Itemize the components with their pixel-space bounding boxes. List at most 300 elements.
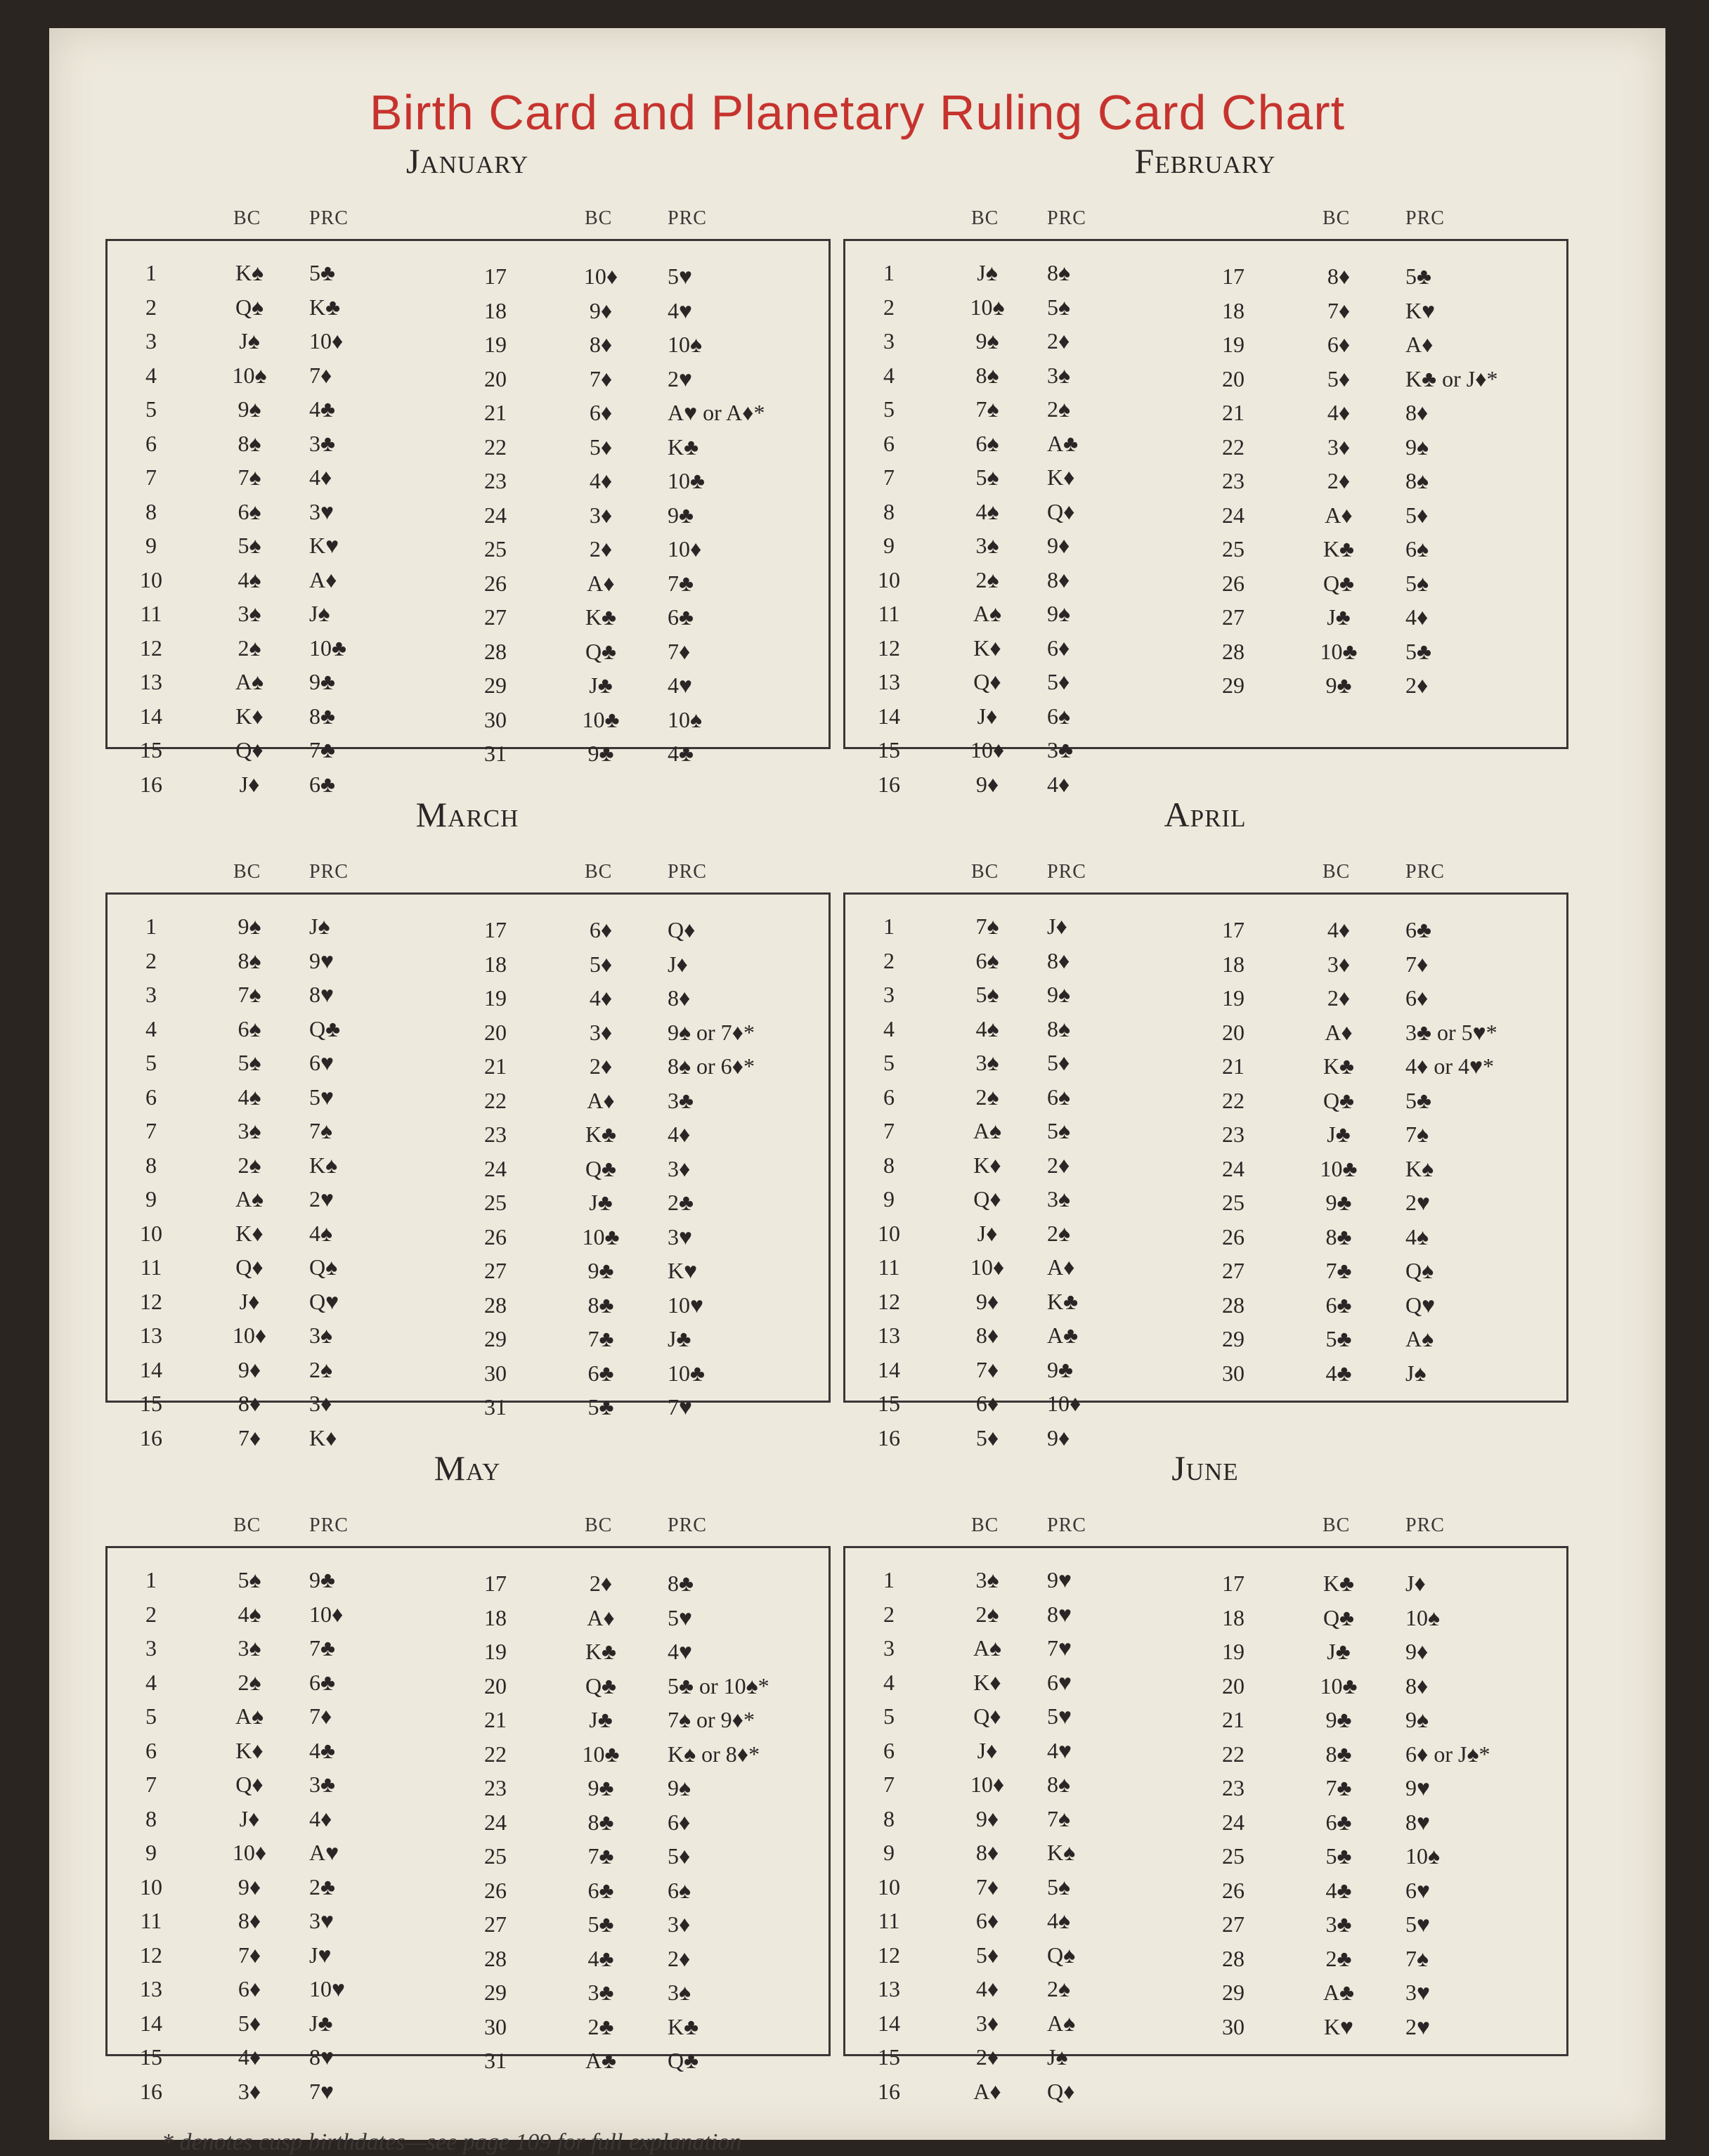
planetary-ruling-card: 8♦ — [1405, 1673, 1429, 1699]
day-number: 5 — [883, 1703, 895, 1729]
day-number: 17 — [1222, 917, 1245, 942]
day-number: 11 — [140, 1908, 162, 1933]
birth-card: 5♦ — [589, 951, 613, 977]
birth-card: A♦ — [1325, 502, 1353, 528]
month-name: June — [1171, 1448, 1239, 1488]
day-number: 23 — [1222, 1775, 1245, 1800]
day-number: 11 — [878, 601, 900, 626]
planetary-ruling-card: K♦ — [1047, 465, 1075, 490]
birth-card: A♠ — [235, 669, 264, 694]
planetary-ruling-card: 7♣ — [309, 1635, 335, 1661]
day-number: 13 — [140, 1976, 162, 2001]
birth-card: 6♦ — [238, 1976, 261, 2001]
birth-card: Q♦ — [235, 737, 264, 762]
birth-card: 10♣ — [1320, 1155, 1358, 1181]
day-number: 7 — [883, 465, 895, 490]
birth-card: 3♦ — [975, 2010, 999, 2036]
day-number: 1 — [883, 914, 895, 939]
birth-card: 10♦ — [970, 1254, 1005, 1280]
day-number: 1 — [145, 260, 157, 285]
day-number: 16 — [140, 1424, 162, 1450]
planetary-ruling-card: 10♦ — [309, 328, 344, 353]
birth-card: J♦ — [239, 1288, 260, 1314]
day-number: 12 — [140, 1942, 162, 1968]
day-number: 26 — [484, 1223, 507, 1249]
month-march — [105, 794, 829, 1450]
month-name: April — [1164, 795, 1247, 834]
day-number: 8 — [883, 1805, 895, 1831]
planetary-ruling-card: 5♠ — [1047, 1873, 1070, 1900]
planetary-ruling-card: J♣ — [309, 2010, 333, 2036]
day-number: 26 — [484, 570, 507, 596]
birth-card: 3♦ — [1327, 434, 1351, 460]
day-number: 2 — [883, 1601, 895, 1627]
birth-card: 4♦ — [589, 985, 613, 1011]
planetary-ruling-card: 10♣ — [309, 635, 346, 661]
planetary-ruling-card: 5♠ — [1047, 1118, 1070, 1143]
birth-card: 10♦ — [583, 264, 618, 289]
day-number: 5 — [145, 1703, 157, 1729]
birth-card: 10♦ — [970, 1772, 1005, 1797]
bc-header: BC — [233, 1514, 261, 1536]
planetary-ruling-card: 7♠ — [309, 1118, 332, 1143]
planetary-ruling-card: J♦ — [1405, 1571, 1426, 1596]
planetary-ruling-card: 2♥ — [309, 1186, 334, 1212]
planetary-ruling-card: 10♠ — [1405, 1843, 1440, 1869]
planetary-ruling-card: 2♠ — [309, 1356, 332, 1382]
bc-header: BC — [585, 861, 613, 883]
birth-card: 10♣ — [582, 1741, 620, 1767]
day-number: 16 — [878, 771, 900, 797]
planetary-ruling-card: Q♣ — [309, 1015, 341, 1041]
day-number: 4 — [883, 1015, 895, 1041]
day-number: 22 — [1222, 434, 1245, 460]
birth-card: Q♦ — [973, 1186, 1001, 1212]
planetary-ruling-card: 6♣ — [309, 1669, 335, 1695]
birth-card: 5♦ — [238, 2010, 261, 2036]
day-number: 22 — [1222, 1087, 1245, 1113]
day-number: 21 — [1222, 400, 1245, 425]
planetary-ruling-card: 3♦ — [309, 1391, 332, 1416]
birth-card: 9♣ — [1325, 1707, 1352, 1732]
planetary-ruling-card: 5♥ — [1405, 1911, 1430, 1937]
planetary-ruling-card: A♦ — [1405, 332, 1434, 357]
planetary-ruling-card: 9♣ — [668, 502, 694, 528]
birth-card: 4♣ — [1325, 1360, 1352, 1386]
birth-card: J♣ — [589, 1707, 613, 1732]
birth-card: 2♠ — [238, 635, 261, 661]
planetary-ruling-card: 6♠ — [1047, 703, 1070, 729]
day-number: 29 — [1222, 1980, 1245, 2005]
day-number: 2 — [883, 294, 895, 320]
birth-card: 4♦ — [1327, 917, 1351, 942]
day-number: 4 — [145, 362, 157, 388]
birth-card: 9♣ — [1325, 673, 1352, 698]
planetary-ruling-card: 7♣ — [668, 570, 694, 596]
day-number: 13 — [140, 1323, 162, 1348]
planetary-ruling-card: 4♦ — [1405, 604, 1429, 630]
planetary-ruling-card: 7♣ — [309, 737, 335, 762]
day-number: 6 — [883, 1084, 895, 1110]
day-number: 11 — [140, 1254, 162, 1280]
day-number: 8 — [145, 1152, 157, 1178]
month-table-frame — [843, 892, 1568, 1403]
planetary-ruling-card: J♠ — [309, 914, 330, 939]
birth-card: 8♦ — [1327, 264, 1351, 289]
birth-card: 8♣ — [1325, 1223, 1352, 1249]
day-number: 23 — [1222, 468, 1245, 493]
planetary-ruling-card: 4♠ — [1047, 1908, 1070, 1933]
planetary-ruling-card: 3♣ — [1047, 737, 1073, 762]
planetary-ruling-card: 6♥ — [309, 1050, 334, 1075]
day-number: 13 — [878, 1323, 900, 1348]
day-number: 24 — [484, 1155, 507, 1181]
planetary-ruling-card: 3♠ — [1047, 362, 1070, 388]
page-title: Birth Card and Planetary Ruling Card Chart — [369, 85, 1346, 140]
planetary-ruling-card: 3♥ — [309, 498, 334, 524]
planetary-ruling-card: 4♦ — [309, 1805, 332, 1831]
bc-header: BC — [1323, 1514, 1351, 1536]
planetary-ruling-card: 6♠ — [1405, 536, 1429, 561]
birth-card: Q♦ — [973, 1703, 1001, 1729]
day-number: 23 — [484, 468, 507, 493]
birth-card: 2♦ — [975, 2044, 999, 2070]
day-number: 6 — [145, 1084, 157, 1110]
day-number: 3 — [883, 1635, 895, 1661]
day-number: 10 — [140, 566, 162, 592]
day-number: 9 — [145, 533, 157, 558]
birth-card: 9♦ — [975, 1805, 999, 1831]
day-number: 1 — [145, 914, 157, 939]
birth-card: A♠ — [973, 601, 1002, 626]
day-number: 12 — [878, 1288, 900, 1314]
day-number: 24 — [1222, 502, 1245, 528]
birth-card: A♣ — [1323, 1980, 1355, 2005]
planetary-ruling-card: 9♥ — [1405, 1775, 1430, 1800]
planetary-ruling-card: Q♣ — [668, 2048, 699, 2073]
birth-card: 3♠ — [975, 533, 999, 558]
planetary-ruling-card: K♣ — [1047, 1288, 1079, 1314]
bc-header: BC — [971, 1514, 999, 1536]
day-number: 15 — [878, 1391, 900, 1416]
day-number: 2 — [145, 1601, 157, 1627]
day-number: 6 — [883, 430, 895, 456]
day-number: 23 — [484, 1775, 507, 1800]
birth-card: 8♠ — [975, 362, 999, 388]
prc-header: PRC — [1405, 861, 1445, 883]
planetary-ruling-card: 4♦ or 4♥* — [1405, 1053, 1494, 1079]
planetary-ruling-card: 8♣ — [309, 703, 335, 729]
day-number: 25 — [1222, 536, 1245, 561]
day-number: 22 — [484, 1741, 507, 1767]
planetary-ruling-card: 5♦ — [668, 1843, 691, 1869]
day-number: 22 — [1222, 1741, 1245, 1767]
planetary-ruling-card: 8♦ — [1047, 566, 1070, 592]
day-number: 29 — [484, 673, 507, 698]
planetary-ruling-card: 6♦ — [1405, 985, 1429, 1011]
day-number: 8 — [883, 1152, 895, 1178]
birth-card: J♦ — [239, 771, 260, 797]
birth-card: 6♦ — [975, 1391, 999, 1416]
planetary-ruling-card: 7♠ — [1405, 1122, 1429, 1147]
birth-card: K♦ — [235, 1737, 264, 1763]
birth-card: A♦ — [587, 1604, 615, 1630]
birth-card: 9♣ — [587, 1258, 614, 1283]
birth-card: 3♦ — [238, 2078, 261, 2104]
birth-card: 8♣ — [587, 1292, 614, 1318]
planetary-ruling-card: 4♦ — [1047, 771, 1070, 797]
planetary-ruling-card: 8♠ or 6♦* — [668, 1053, 755, 1079]
day-number: 10 — [878, 1873, 900, 1900]
bc-header: BC — [971, 861, 999, 883]
birth-card: 9♣ — [587, 1775, 614, 1800]
birth-card: 5♠ — [238, 533, 261, 558]
day-number: 6 — [883, 1737, 895, 1763]
planetary-ruling-card: 4♦ — [309, 465, 332, 490]
planetary-ruling-card: 4♠ — [309, 1220, 332, 1246]
day-number: 19 — [484, 985, 507, 1011]
birth-card: 6♦ — [1327, 332, 1351, 357]
planetary-ruling-card: 2♦ — [668, 1945, 691, 1971]
planetary-ruling-card: Q♠ — [1047, 1942, 1076, 1968]
birth-card: 9♣ — [587, 741, 614, 766]
day-number: 4 — [145, 1015, 157, 1041]
birth-card: 6♠ — [975, 947, 999, 973]
day-number: 19 — [1222, 985, 1245, 1011]
planetary-ruling-card: 10♦ — [668, 536, 702, 561]
day-number: 26 — [1222, 570, 1245, 596]
day-number: 18 — [484, 951, 507, 977]
birth-card: 10♣ — [1320, 1673, 1358, 1699]
prc-header: PRC — [668, 1514, 707, 1536]
birth-card: 2♦ — [1327, 468, 1351, 493]
day-number: 9 — [145, 1186, 157, 1212]
month-january — [105, 141, 829, 797]
birth-card: Q♦ — [235, 1254, 264, 1280]
day-number: 31 — [484, 2048, 507, 2073]
day-number: 30 — [484, 706, 507, 732]
day-number: 7 — [145, 1118, 157, 1143]
birth-card: J♦ — [977, 1737, 998, 1763]
day-number: 11 — [878, 1908, 900, 1933]
birth-card: 2♦ — [589, 1571, 613, 1596]
day-number: 28 — [1222, 1292, 1245, 1318]
planetary-ruling-card: Q♦ — [668, 917, 696, 942]
planetary-ruling-card: 9♣ — [309, 1567, 335, 1592]
planetary-ruling-card: 7♦ — [668, 638, 691, 664]
day-number: 30 — [484, 1360, 507, 1386]
birth-card: K♣ — [1323, 536, 1355, 561]
planetary-ruling-card: 5♥ — [309, 1084, 334, 1110]
birth-card: 4♦ — [589, 468, 613, 493]
planetary-ruling-card: A♦ — [309, 566, 337, 592]
birth-card: 4♠ — [975, 1015, 999, 1041]
planetary-ruling-card: 3♣ or 5♥* — [1405, 1019, 1497, 1045]
day-number: 26 — [1222, 1223, 1245, 1249]
birth-card: 8♦ — [238, 1391, 261, 1416]
day-number: 24 — [1222, 1809, 1245, 1835]
day-number: 28 — [484, 638, 507, 664]
day-number: 3 — [145, 1635, 157, 1661]
day-number: 27 — [1222, 1911, 1245, 1937]
day-number: 29 — [484, 1326, 507, 1351]
planetary-ruling-card: 7♠ — [1047, 1805, 1070, 1831]
planetary-ruling-card: 5♠ — [1047, 294, 1070, 320]
birth-card: 9♦ — [238, 1356, 261, 1382]
birth-card: K♣ — [1323, 1571, 1355, 1596]
planetary-ruling-card: 4♥ — [668, 1639, 692, 1664]
day-number: 5 — [145, 1050, 157, 1075]
planetary-ruling-card: 9♠ — [1047, 982, 1070, 1007]
birth-card: Q♦ — [235, 1772, 264, 1797]
birth-card: A♠ — [235, 1186, 264, 1212]
day-number: 16 — [140, 2078, 162, 2104]
day-number: 18 — [484, 1604, 507, 1630]
day-number: 24 — [484, 1809, 507, 1835]
birth-card: A♦ — [973, 2078, 1001, 2104]
birth-card: 3♦ — [1327, 951, 1351, 977]
day-number: 18 — [1222, 1604, 1245, 1630]
birth-card: 8♣ — [1325, 1741, 1352, 1767]
birth-card: 2♠ — [975, 1601, 999, 1627]
planetary-ruling-card: 9♠ or 7♦* — [668, 1019, 755, 1045]
day-number: 3 — [145, 982, 157, 1007]
day-number: 15 — [140, 737, 162, 762]
birth-card: 10♣ — [582, 1223, 620, 1249]
day-number: 13 — [140, 669, 162, 694]
birth-card: 2♠ — [238, 1669, 261, 1695]
planetary-ruling-card: 8♣ — [668, 1571, 694, 1596]
planetary-ruling-card: 8♠ — [1047, 260, 1070, 285]
birth-card: 4♦ — [1327, 400, 1351, 425]
planetary-ruling-card: A♥ or A♦* — [668, 400, 765, 425]
planetary-ruling-card: K♣ or J♦* — [1405, 365, 1498, 391]
planetary-ruling-card: 6♠ — [668, 1877, 691, 1903]
birth-card: 5♦ — [589, 434, 613, 460]
planetary-ruling-card: 5♦ — [1047, 669, 1070, 694]
planetary-ruling-card: 6♣ — [309, 771, 335, 797]
planetary-ruling-card: 9♠ — [1405, 434, 1429, 460]
birth-card: 6♠ — [975, 430, 999, 456]
birth-card: 4♠ — [238, 566, 261, 592]
day-number: 9 — [145, 1840, 157, 1865]
planetary-ruling-card: A♦ — [1047, 1254, 1075, 1280]
birth-card: 7♣ — [1325, 1775, 1352, 1800]
planetary-ruling-card: 6♣ — [668, 604, 694, 630]
planetary-ruling-card: Q♥ — [309, 1288, 339, 1314]
planetary-ruling-card: 4♦ — [668, 1122, 691, 1147]
planetary-ruling-card: A♣ — [1047, 430, 1079, 456]
day-number: 22 — [484, 434, 507, 460]
birth-card: 8♦ — [975, 1840, 999, 1865]
day-number: 21 — [1222, 1707, 1245, 1732]
planetary-ruling-card: 3♣ — [309, 430, 335, 456]
prc-header: PRC — [309, 207, 349, 229]
planetary-ruling-card: 7♦ — [309, 362, 332, 388]
planetary-ruling-card: 3♠ — [668, 1980, 691, 2005]
planetary-ruling-card: Q♥ — [1405, 1292, 1436, 1318]
birth-card: A♦ — [1325, 1019, 1353, 1045]
day-number: 14 — [878, 2010, 900, 2036]
birth-card: 10♦ — [232, 1840, 267, 1865]
birth-card: J♣ — [589, 673, 613, 698]
birth-card: 3♠ — [238, 1635, 261, 1661]
planetary-ruling-card: 7♥ — [668, 1394, 692, 1420]
day-number: 20 — [1222, 1019, 1245, 1045]
day-number: 30 — [1222, 1360, 1245, 1386]
birth-card: 5♠ — [238, 1567, 261, 1592]
month-april — [843, 794, 1567, 1450]
day-number: 2 — [883, 947, 895, 973]
planetary-ruling-card: 6♦ — [1047, 635, 1070, 661]
planetary-ruling-card: 5♣ or 10♠* — [668, 1673, 769, 1699]
planetary-ruling-card: 3♠ — [1047, 1186, 1070, 1212]
birth-card: 8♦ — [589, 332, 613, 357]
month-name: February — [1134, 141, 1276, 181]
planetary-ruling-card: 8♥ — [309, 2044, 334, 2070]
day-number: 15 — [878, 737, 900, 762]
planetary-ruling-card: 2♠ — [1047, 1220, 1070, 1246]
planetary-ruling-card: 9♥ — [1047, 1567, 1072, 1592]
planetary-ruling-card: 3♥ — [309, 1908, 334, 1933]
day-number: 24 — [1222, 1155, 1245, 1181]
chart-page — [49, 28, 1665, 2155]
planetary-ruling-card: K♠ — [1405, 1155, 1434, 1181]
birth-card: J♣ — [1327, 604, 1351, 630]
day-number: 8 — [145, 498, 157, 524]
birth-card: K♦ — [973, 635, 1001, 661]
day-number: 14 — [140, 703, 162, 729]
planetary-ruling-card: 4♠ — [1405, 1223, 1429, 1249]
planetary-ruling-card: J♣ — [668, 1326, 691, 1351]
planetary-ruling-card: 7♥ — [1047, 1635, 1072, 1661]
birth-card: 10♣ — [1320, 638, 1358, 664]
birth-card: 4♦ — [238, 2044, 261, 2070]
bc-header: BC — [585, 1514, 613, 1536]
planetary-ruling-card: 3♠ — [309, 1323, 332, 1348]
planetary-ruling-card: 3♣ — [668, 1087, 694, 1113]
birth-card: 5♣ — [587, 1911, 614, 1937]
planetary-ruling-card: 8♥ — [1405, 1809, 1430, 1835]
planetary-ruling-card: 4♥ — [668, 673, 692, 698]
birth-card: A♦ — [587, 570, 615, 596]
planetary-ruling-card: 10♥ — [309, 1976, 345, 2001]
planetary-ruling-card: 9♣ — [309, 669, 335, 694]
birth-card: 2♦ — [589, 536, 613, 561]
prc-header: PRC — [1047, 861, 1086, 883]
birth-card: 10♠ — [232, 362, 267, 388]
birth-card: 9♦ — [238, 1873, 261, 1900]
month-table-frame — [105, 239, 831, 749]
birth-card: K♣ — [585, 1122, 617, 1147]
planetary-ruling-card: A♣ — [1047, 1323, 1079, 1348]
day-number: 17 — [484, 1571, 507, 1596]
planetary-ruling-card: 8♦ — [1047, 947, 1070, 973]
footnote: * denotes cusp birthdates—see page 109 for full explanation — [162, 2129, 742, 2155]
birth-card: 10♦ — [232, 1323, 267, 1348]
day-number: 22 — [484, 1087, 507, 1113]
birth-card: 8♣ — [587, 1809, 614, 1835]
planetary-ruling-card: 7♦ — [309, 1703, 332, 1729]
planetary-ruling-card: 8♠ — [1405, 468, 1429, 493]
planetary-ruling-card: 10♠ — [668, 706, 702, 732]
birth-card: 5♦ — [975, 1424, 999, 1450]
day-number: 20 — [1222, 365, 1245, 391]
planetary-ruling-card: K♣ — [309, 294, 341, 320]
planetary-ruling-card: 7♥ — [309, 2078, 334, 2104]
day-number: 2 — [145, 947, 157, 973]
birth-card: 4♠ — [238, 1084, 261, 1110]
